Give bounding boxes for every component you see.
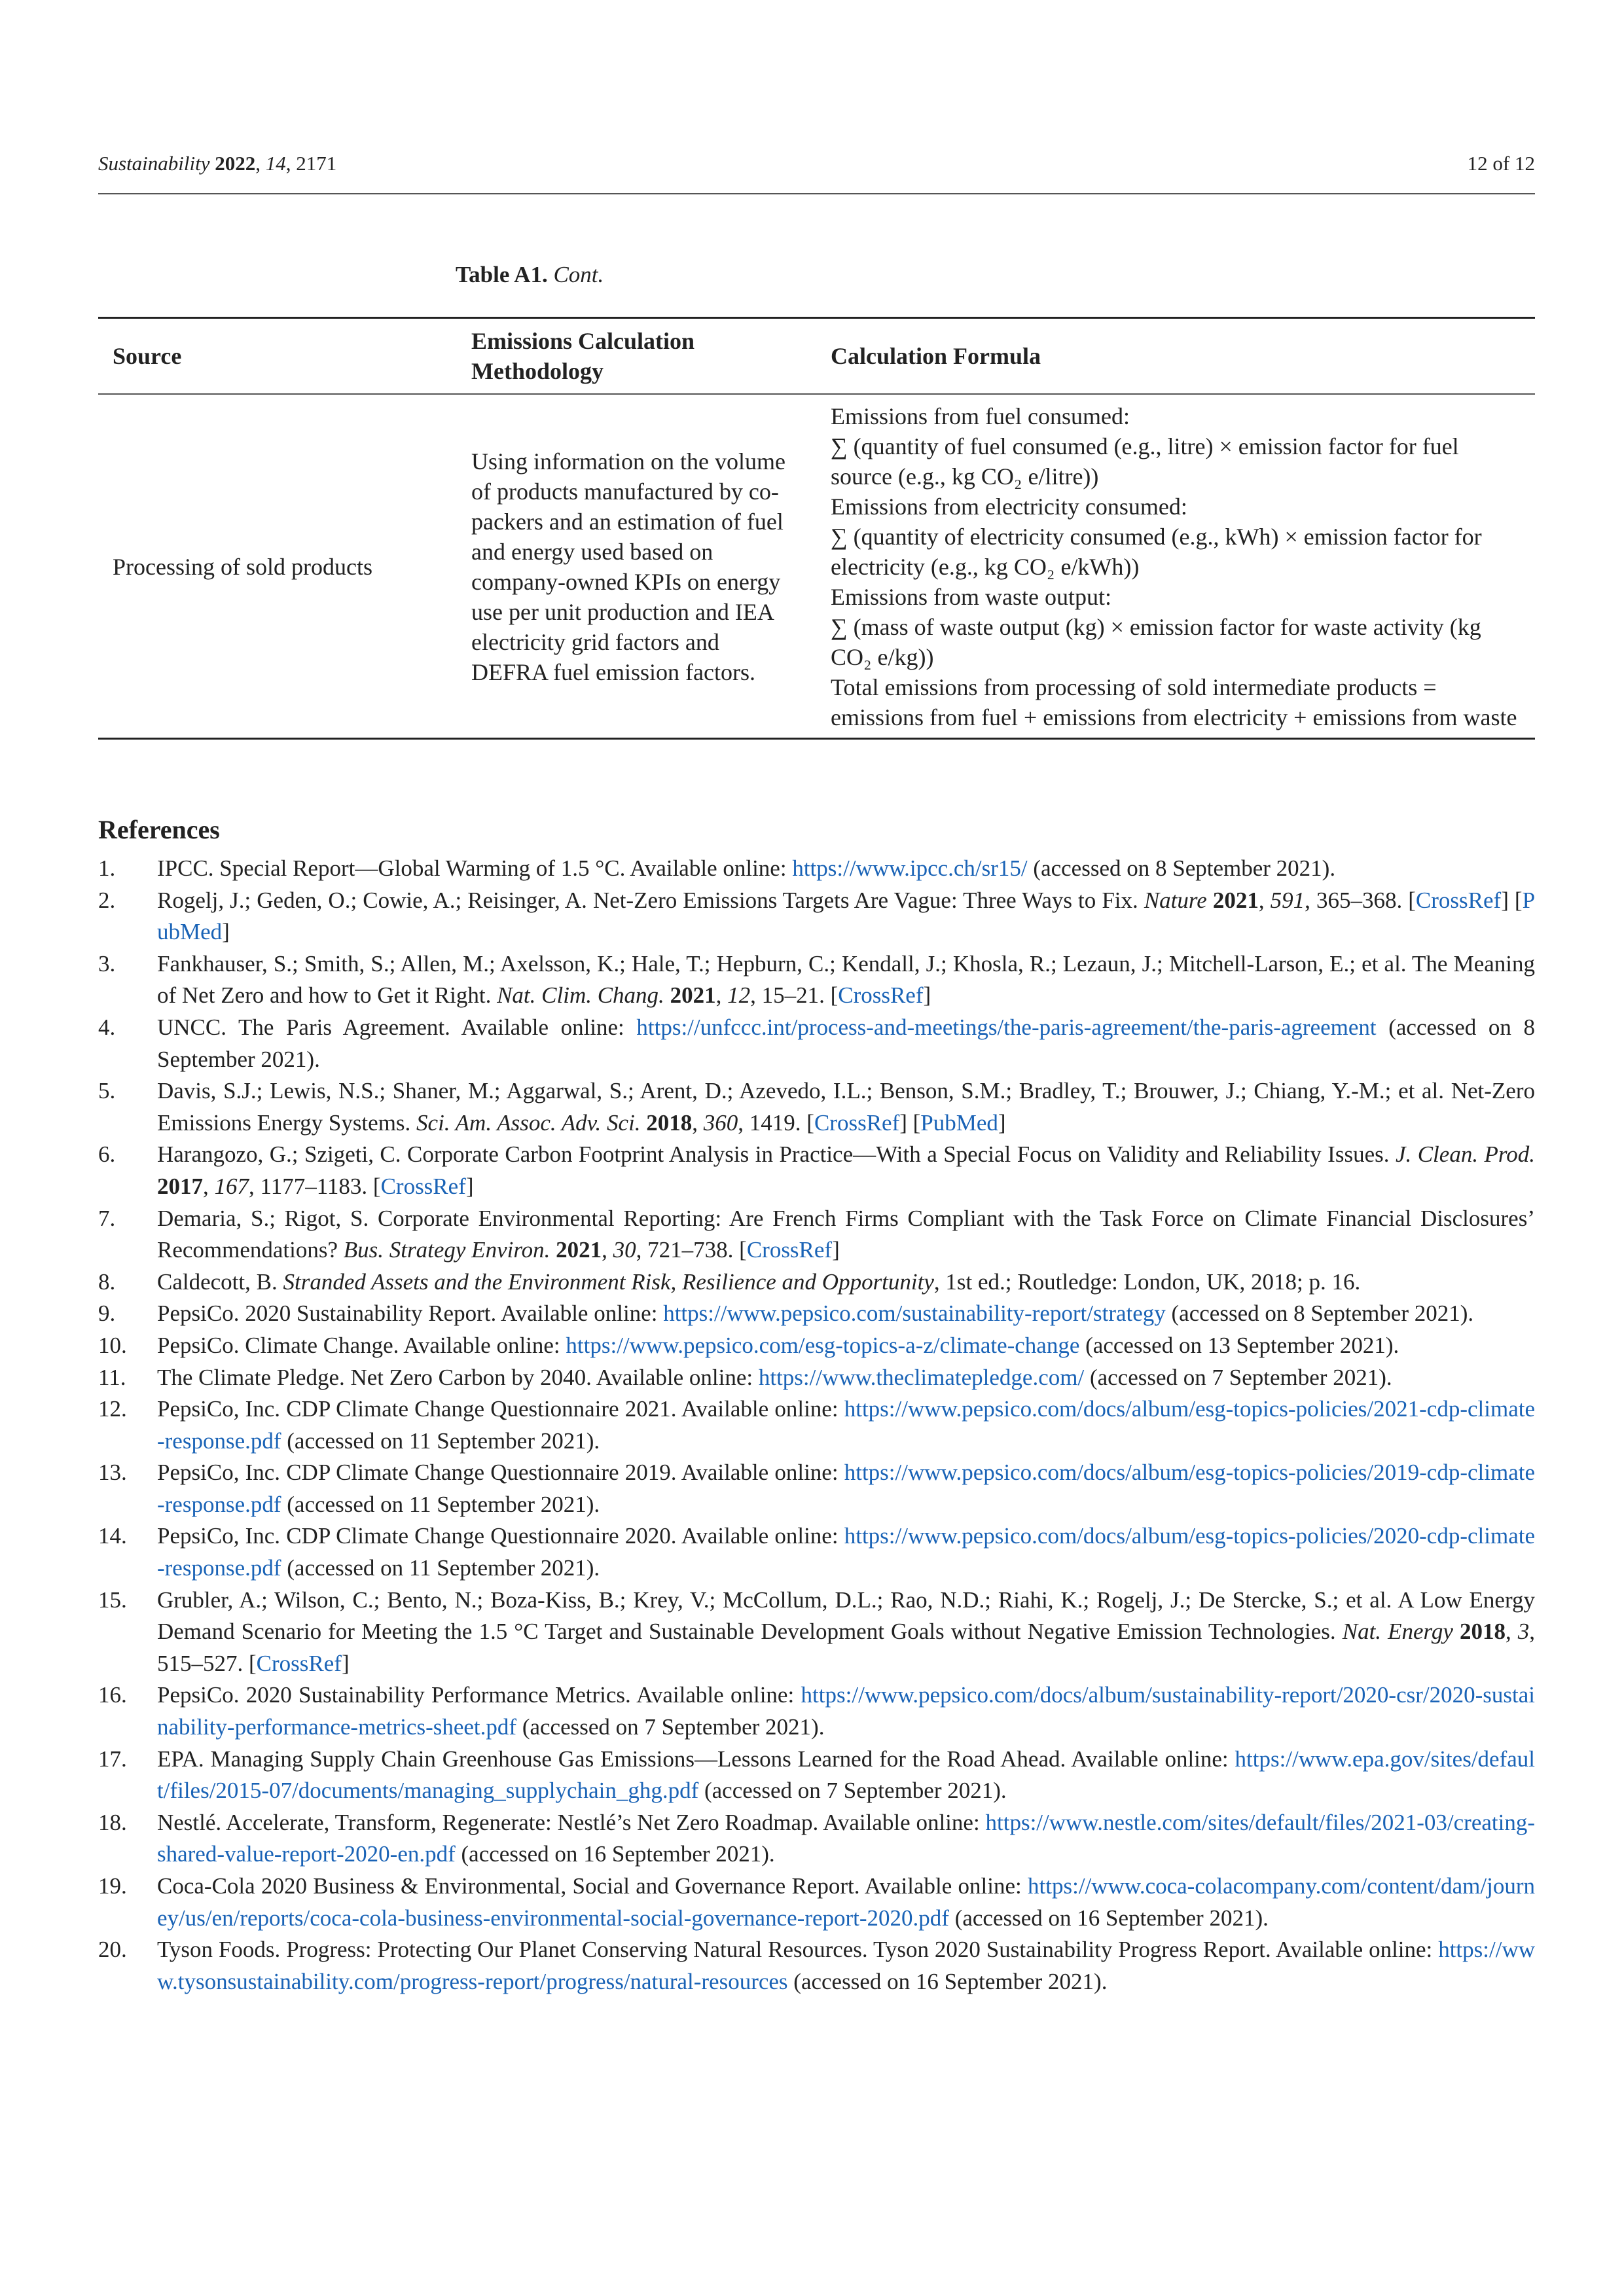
reference-item	[98, 1203, 1535, 1266]
reference-link[interactable]: https://www.pepsico.com/sustainability-report/strategy	[663, 1300, 1166, 1327]
reference-text: (accessed on 16 September 2021).	[948, 1905, 1269, 1931]
reference-item	[98, 1934, 1535, 1998]
reference-text: Rogelj, J.; Geden, O.; Cowie, A.; Reisinger, A. Net-Zero Emissions Targets Are Vague: Three Ways to Fix.	[157, 887, 1144, 913]
reference-link[interactable]: https://www.pepsico.com/docs/album/sustainability-report/2020-csr/2020-sustainability-performance-metrics-sheet.pdf	[157, 1682, 1535, 1740]
reference-text: Nestlé. Accelerate, Transform, Regenerate: Nestlé’s Net Zero Roadmap. Available online:	[157, 1809, 986, 1835]
reference-number: 18.	[98, 1809, 127, 1835]
reference-number: 4.	[98, 1014, 116, 1040]
reference-text: Grubler, A.; Wilson, C.; Bento, N.; Boza-Kiss, B.; Krey, V.; McCollum, D.L.; Rao, N.D.; Riahi, K.; Rogelj, J.; De Stercke, S.; et al. A Low Energy Demand Scenario for Meeting the 1.5 °C Target and Sustainable Development Goals without Negative Emission Technologies.	[157, 1587, 1535, 1645]
reference-text: (accessed on 11 September 2021).	[281, 1427, 600, 1454]
reference-link[interactable]: https://www.pepsico.com/esg-topics-a-z/climate-change	[566, 1332, 1080, 1358]
reference-text: Coca-Cola 2020 Business & Environmental, Social and Governance Report. Available online:	[157, 1873, 1028, 1899]
reference-text: ] [	[1501, 887, 1523, 913]
reference-text: ]	[222, 919, 230, 945]
reference-number: 17.	[98, 1746, 127, 1772]
reference-text: Harangozo, G.; Szigeti, C. Corporate Carbon Footprint Analysis in Practice—With a Special Focus on Validity and Reliability Issues.	[157, 1141, 1396, 1168]
table-caption-label: Table A1.	[456, 262, 548, 287]
reference-text: (accessed on 8 September 2021).	[157, 1014, 1535, 1072]
reference-text: ]	[465, 1173, 474, 1199]
reference-number: 6.	[98, 1141, 116, 1168]
reference-item	[98, 1871, 1535, 1934]
reference-italic: Sci. Am. Assoc. Adv. Sci.	[416, 1109, 641, 1136]
reference-number: 13.	[98, 1460, 127, 1486]
reference-text: ]	[998, 1109, 1006, 1136]
reference-text: Fankhauser, S.; Smith, S.; Allen, M.; Axelsson, K.; Hale, T.; Hepburn, C.; Kendall, J.; Khosla, R.; Lezaun, J.; Mitchell-Larson, E.; et al. The Meaning of Net Zero and how to Get it Right.	[157, 950, 1535, 1009]
reference-link[interactable]: https://www.ipcc.ch/sr15/	[792, 855, 1028, 881]
reference-text: (accessed on 8 September 2021).	[1027, 855, 1336, 881]
reference-italic: 360	[703, 1109, 738, 1136]
reference-year: 2018	[1459, 1619, 1506, 1645]
table-caption	[456, 262, 604, 288]
reference-item	[98, 853, 1535, 885]
reference-text: , 1st ed.; Routledge: London, UK, 2018; p. 16.	[933, 1268, 1361, 1295]
reference-text: ]	[341, 1650, 350, 1676]
reference-text: PepsiCo, Inc. CDP Climate Change Questionnaire 2021. Available online:	[157, 1396, 844, 1422]
reference-text	[664, 982, 670, 1008]
reference-text: Demaria, S.; Rigot, S. Corporate Environmental Reporting: Are French Firms Compliant with the Task Force on Climate Financial Disclosures’ Recommendations?	[157, 1205, 1535, 1263]
reference-link[interactable]: https://www.pepsico.com/docs/album/esg-topics-policies/2021-cdp-climate-response.pdf	[157, 1396, 1535, 1454]
reference-italic: 167	[214, 1173, 249, 1199]
reference-text: (accessed on 7 September 2021).	[516, 1714, 825, 1740]
header-formula: Calculation Formula	[816, 318, 1535, 395]
reference-italic: 591	[1270, 887, 1305, 913]
reference-link[interactable]: CrossRef	[814, 1109, 900, 1136]
reference-year: 2021	[1212, 887, 1259, 913]
reference-text: IPCC. Special Report—Global Warming of 1.5 °C. Available online:	[157, 855, 793, 881]
reference-number: 16.	[98, 1682, 127, 1708]
reference-italic: Nat. Clim. Chang.	[497, 982, 664, 1009]
reference-item	[98, 1139, 1535, 1202]
reference-number: 11.	[98, 1364, 126, 1390]
reference-text	[550, 1237, 556, 1263]
reference-text: , 1419. [	[738, 1109, 814, 1136]
reference-link[interactable]: https://www.theclimatepledge.com/	[758, 1364, 1085, 1390]
reference-text: PepsiCo. 2020 Sustainability Performance Metrics. Available online:	[157, 1682, 801, 1708]
references-list	[98, 853, 1535, 1998]
reference-link[interactable]: https://www.pepsico.com/docs/album/esg-topics-policies/2019-cdp-climate-response.pdf	[157, 1460, 1535, 1517]
reference-italic: Stranded Assets and the Environment Risk, Resilience and Opportunity	[283, 1268, 934, 1295]
reference-number: 20.	[98, 1937, 127, 1963]
reference-number: 8.	[98, 1268, 116, 1295]
reference-item	[98, 1393, 1535, 1457]
reference-text: ,	[203, 1173, 215, 1199]
formula-line: Emissions from electricity consumed:	[831, 493, 1187, 520]
reference-text	[641, 1110, 647, 1136]
reference-item	[98, 1585, 1535, 1680]
reference-number: 19.	[98, 1873, 127, 1899]
reference-text: (accessed on 11 September 2021).	[281, 1555, 600, 1581]
journal-article: 2171	[296, 152, 337, 175]
journal-citation: Sustainability 2022, 14, 2171	[98, 152, 337, 175]
reference-text: ,	[715, 982, 728, 1009]
cell-source: Processing of sold products	[98, 394, 457, 739]
reference-number: 15.	[98, 1587, 127, 1613]
formula-line: ∑ (quantity of fuel consumed (e.g., litre) × emission factor for fuel source (e.g., kg CO₂ e/litre))	[831, 433, 1459, 490]
reference-text: PepsiCo. Climate Change. Available online:	[157, 1332, 566, 1358]
reference-item	[98, 1520, 1535, 1584]
reference-text	[1453, 1619, 1460, 1644]
reference-italic: J. Clean. Prod.	[1395, 1141, 1535, 1168]
reference-text: ]	[832, 1237, 840, 1263]
reference-text: The Climate Pledge. Net Zero Carbon by 2040. Available online:	[157, 1364, 759, 1390]
reference-text: ,	[1258, 887, 1271, 913]
reference-text: , 721–738. [	[636, 1237, 747, 1263]
reference-text: Davis, S.J.; Lewis, N.S.; Shaner, M.; Aggarwal, S.; Arent, D.; Azevedo, I.L.; Benson, S.M.; Bradley, T.; Brouwer, J.; Chiang, Y.-M.; et al. Net-Zero Emissions Energy Systems.	[157, 1078, 1535, 1136]
reference-link[interactable]: CrossRef	[1415, 887, 1502, 913]
cell-formula	[816, 394, 1535, 739]
table-caption-text: Cont.	[553, 262, 604, 287]
reference-text: Caldecott, B.	[157, 1268, 283, 1295]
reference-number: 9.	[98, 1300, 116, 1327]
reference-year: 2017	[157, 1173, 203, 1199]
running-header	[98, 152, 1535, 178]
reference-text: EPA. Managing Supply Chain Greenhouse Gas Emissions—Lessons Learned for the Road Ahead. Available online:	[157, 1746, 1235, 1772]
reference-item	[98, 1075, 1535, 1139]
reference-item	[98, 1457, 1535, 1520]
reference-text: (accessed on 8 September 2021).	[1165, 1300, 1474, 1327]
reference-text: UNCC. The Paris Agreement. Available online:	[157, 1014, 637, 1040]
reference-text: , 365–368. [	[1305, 887, 1416, 913]
reference-text: , 515–527. [	[157, 1619, 1536, 1676]
reference-text: PepsiCo. 2020 Sustainability Report. Available online:	[157, 1300, 664, 1327]
header-source: Source	[98, 318, 457, 395]
reference-link[interactable]: https://www.nestle.com/sites/default/files/2021-03/creating-shared-value-report-2020-en.pdf	[157, 1809, 1535, 1867]
table-row	[98, 394, 1535, 739]
references-heading: References	[98, 815, 220, 844]
reference-italic: Nature	[1144, 887, 1207, 913]
reference-text: ]	[923, 982, 931, 1009]
reference-number: 5.	[98, 1078, 116, 1104]
formula-line: Emissions from waste output:	[831, 584, 1111, 610]
reference-text: , 1177–1183. [	[249, 1173, 381, 1199]
reference-text: (accessed on 11 September 2021).	[281, 1491, 600, 1517]
reference-link[interactable]: https://www.coca-colacompany.com/content/dam/journey/us/en/reports/coca-cola-business-environmental-social-governance-report-2020.pdf	[157, 1873, 1535, 1931]
journal-year: 2022	[215, 152, 256, 175]
reference-italic: 3	[1517, 1619, 1530, 1645]
reference-item	[98, 885, 1535, 948]
reference-text: (accessed on 7 September 2021).	[1084, 1364, 1392, 1390]
reference-number: 1.	[98, 855, 116, 881]
reference-item	[98, 1679, 1535, 1743]
reference-item	[98, 1266, 1535, 1299]
journal-name: Sustainability	[98, 152, 210, 175]
reference-item	[98, 948, 1535, 1012]
reference-link[interactable]: CrossRef	[380, 1173, 466, 1199]
reference-link[interactable]: https://www.pepsico.com/docs/album/esg-topics-policies/2020-cdp-climate-response.pdf	[157, 1523, 1535, 1581]
emissions-table	[98, 317, 1535, 740]
reference-number: 7.	[98, 1205, 116, 1231]
reference-item	[98, 1362, 1535, 1394]
reference-italic: 30	[613, 1237, 636, 1263]
reference-item	[98, 1298, 1535, 1330]
journal-volume: 14	[265, 152, 286, 175]
reference-link[interactable]: PubMed	[920, 1109, 998, 1136]
formula-line: Total emissions from processing of sold intermediate products = emissions from fuel + emissions from electricity + emissions from waste	[831, 674, 1517, 730]
reference-text	[1207, 888, 1213, 913]
reference-year: 2018	[646, 1109, 693, 1136]
reference-number: 12.	[98, 1396, 127, 1422]
page-number: 12 of 12	[1467, 152, 1535, 175]
reference-item	[98, 1330, 1535, 1362]
reference-italic: 12	[727, 982, 751, 1009]
reference-year: 2021	[556, 1237, 602, 1263]
reference-text: ] [	[899, 1109, 921, 1136]
reference-text: ,	[692, 1109, 704, 1136]
table-header-row	[98, 318, 1535, 395]
formula-line: ∑ (quantity of electricity consumed (e.g., kWh) × emission factor for electricity (e.g., kg CO₂ e/kWh))	[831, 524, 1482, 580]
reference-link[interactable]: https://www.epa.gov/sites/default/files/2015-07/documents/managing_supplychain_ghg.pdf	[157, 1746, 1535, 1804]
reference-text: (accessed on 13 September 2021).	[1079, 1332, 1399, 1358]
reference-link[interactable]: PubMed	[157, 887, 1536, 945]
reference-number: 10.	[98, 1332, 127, 1358]
reference-number: 2.	[98, 887, 116, 913]
reference-item	[98, 1807, 1535, 1871]
reference-text: Tyson Foods. Progress: Protecting Our Planet Conserving Natural Resources. Tyson 2020 Sustainability Progress Report. Available online:	[157, 1937, 1439, 1963]
reference-text: ,	[1505, 1619, 1518, 1645]
reference-text: PepsiCo, Inc. CDP Climate Change Questionnaire 2020. Available online:	[157, 1523, 844, 1549]
reference-text: , 15–21. [	[750, 982, 839, 1009]
reference-text: PepsiCo, Inc. CDP Climate Change Questionnaire 2019. Available online:	[157, 1460, 844, 1486]
reference-item	[98, 1744, 1535, 1807]
reference-link[interactable]: CrossRef	[256, 1650, 342, 1676]
reference-text: ,	[602, 1237, 613, 1263]
reference-italic: Nat. Energy	[1342, 1619, 1453, 1645]
reference-link[interactable]: CrossRef	[838, 982, 924, 1009]
reference-link[interactable]: https://unfccc.int/process-and-meetings/the-paris-agreement/the-paris-agreement	[636, 1014, 1377, 1040]
reference-year: 2021	[670, 982, 716, 1009]
formula-line: Emissions from fuel consumed:	[831, 403, 1130, 429]
formula-line: ∑ (mass of waste output (kg) × emission factor for waste activity (kg CO₂ e/kg))	[831, 614, 1481, 670]
reference-italic: Bus. Strategy Environ.	[343, 1237, 550, 1263]
reference-item	[98, 1012, 1535, 1075]
header-rule	[98, 193, 1535, 194]
reference-number: 3.	[98, 950, 116, 977]
reference-text: (accessed on 7 September 2021).	[698, 1778, 1007, 1804]
reference-number: 14.	[98, 1523, 127, 1549]
reference-link[interactable]: CrossRef	[746, 1237, 833, 1263]
cell-methodology: Using information on the volume of products manufactured by co-packers and an estimation of fuel and energy used based on company-owned KPIs on energy use per unit production and IEA electricity grid factors and DEFRA fuel emission factors.	[457, 394, 816, 739]
reference-link[interactable]: https://www.tysonsustainability.com/progress-report/progress/natural-resources	[157, 1937, 1535, 1994]
reference-text: (accessed on 16 September 2021).	[787, 1968, 1108, 1994]
header-methodology: Emissions Calculation Methodology	[457, 318, 816, 395]
reference-text: (accessed on 16 September 2021).	[455, 1841, 775, 1867]
